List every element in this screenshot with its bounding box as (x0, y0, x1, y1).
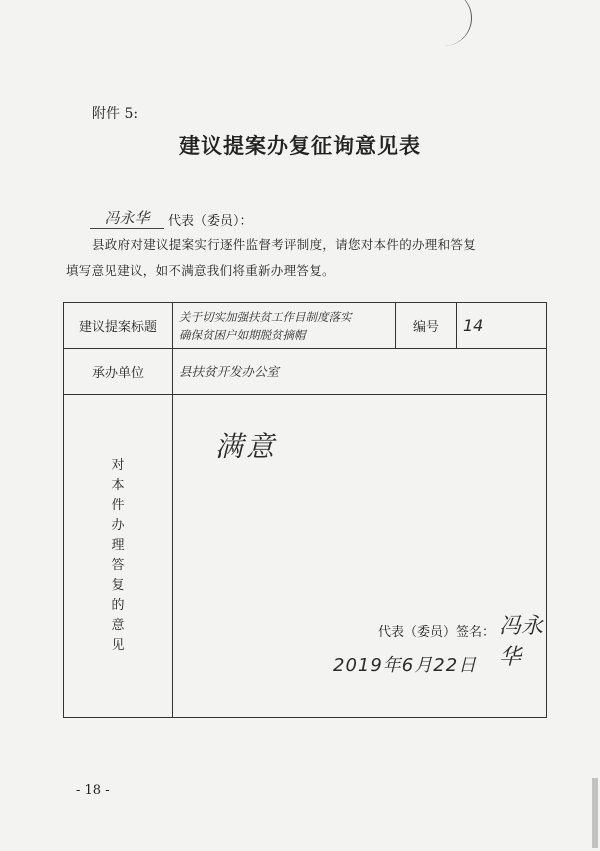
signature-date: 2019年6月22日 (333, 655, 478, 676)
proposal-title-line2: 确保贫困户如期脱贫摘帽 (179, 327, 306, 342)
attachment-label: 附件 5: (92, 106, 139, 122)
scan-edge-mark (592, 778, 598, 848)
page-number: - 18 - (76, 783, 110, 798)
opinion-form-table (63, 302, 547, 718)
representative-name: 冯永华 (90, 207, 164, 229)
page-title: 建议提案办复征询意见表 (179, 133, 421, 158)
number-label: 编号 (396, 303, 457, 349)
proposal-title-label: 建议提案标题 (64, 303, 173, 349)
intro-text-line1: 县政府对建议提案实行逐件监督考评制度，请您对本件的办理和答复 (92, 237, 477, 252)
signature-label: 代表（委员）签名： (378, 625, 496, 640)
opinion-cell (173, 395, 547, 718)
proposal-title-line1: 关于切实加强扶贫工作目制度落实 (179, 309, 352, 324)
scan-mark (435, 0, 472, 46)
opinion-side-label: 对本件办理答复的意见 (64, 395, 173, 718)
opinion-value: 满意 (215, 430, 278, 463)
signature: 冯永华 (499, 614, 544, 670)
proposal-title-value (173, 303, 396, 349)
number-value: 14 (457, 303, 547, 349)
intro-text-line2: 填写意见建议，如不满意我们将重新办理答复。 (66, 263, 335, 278)
handling-unit-label: 承办单位 (64, 349, 173, 395)
handling-unit-value: 县扶贫开发办公室 (173, 349, 547, 395)
representative-label: 代表（委员）： (168, 214, 253, 229)
